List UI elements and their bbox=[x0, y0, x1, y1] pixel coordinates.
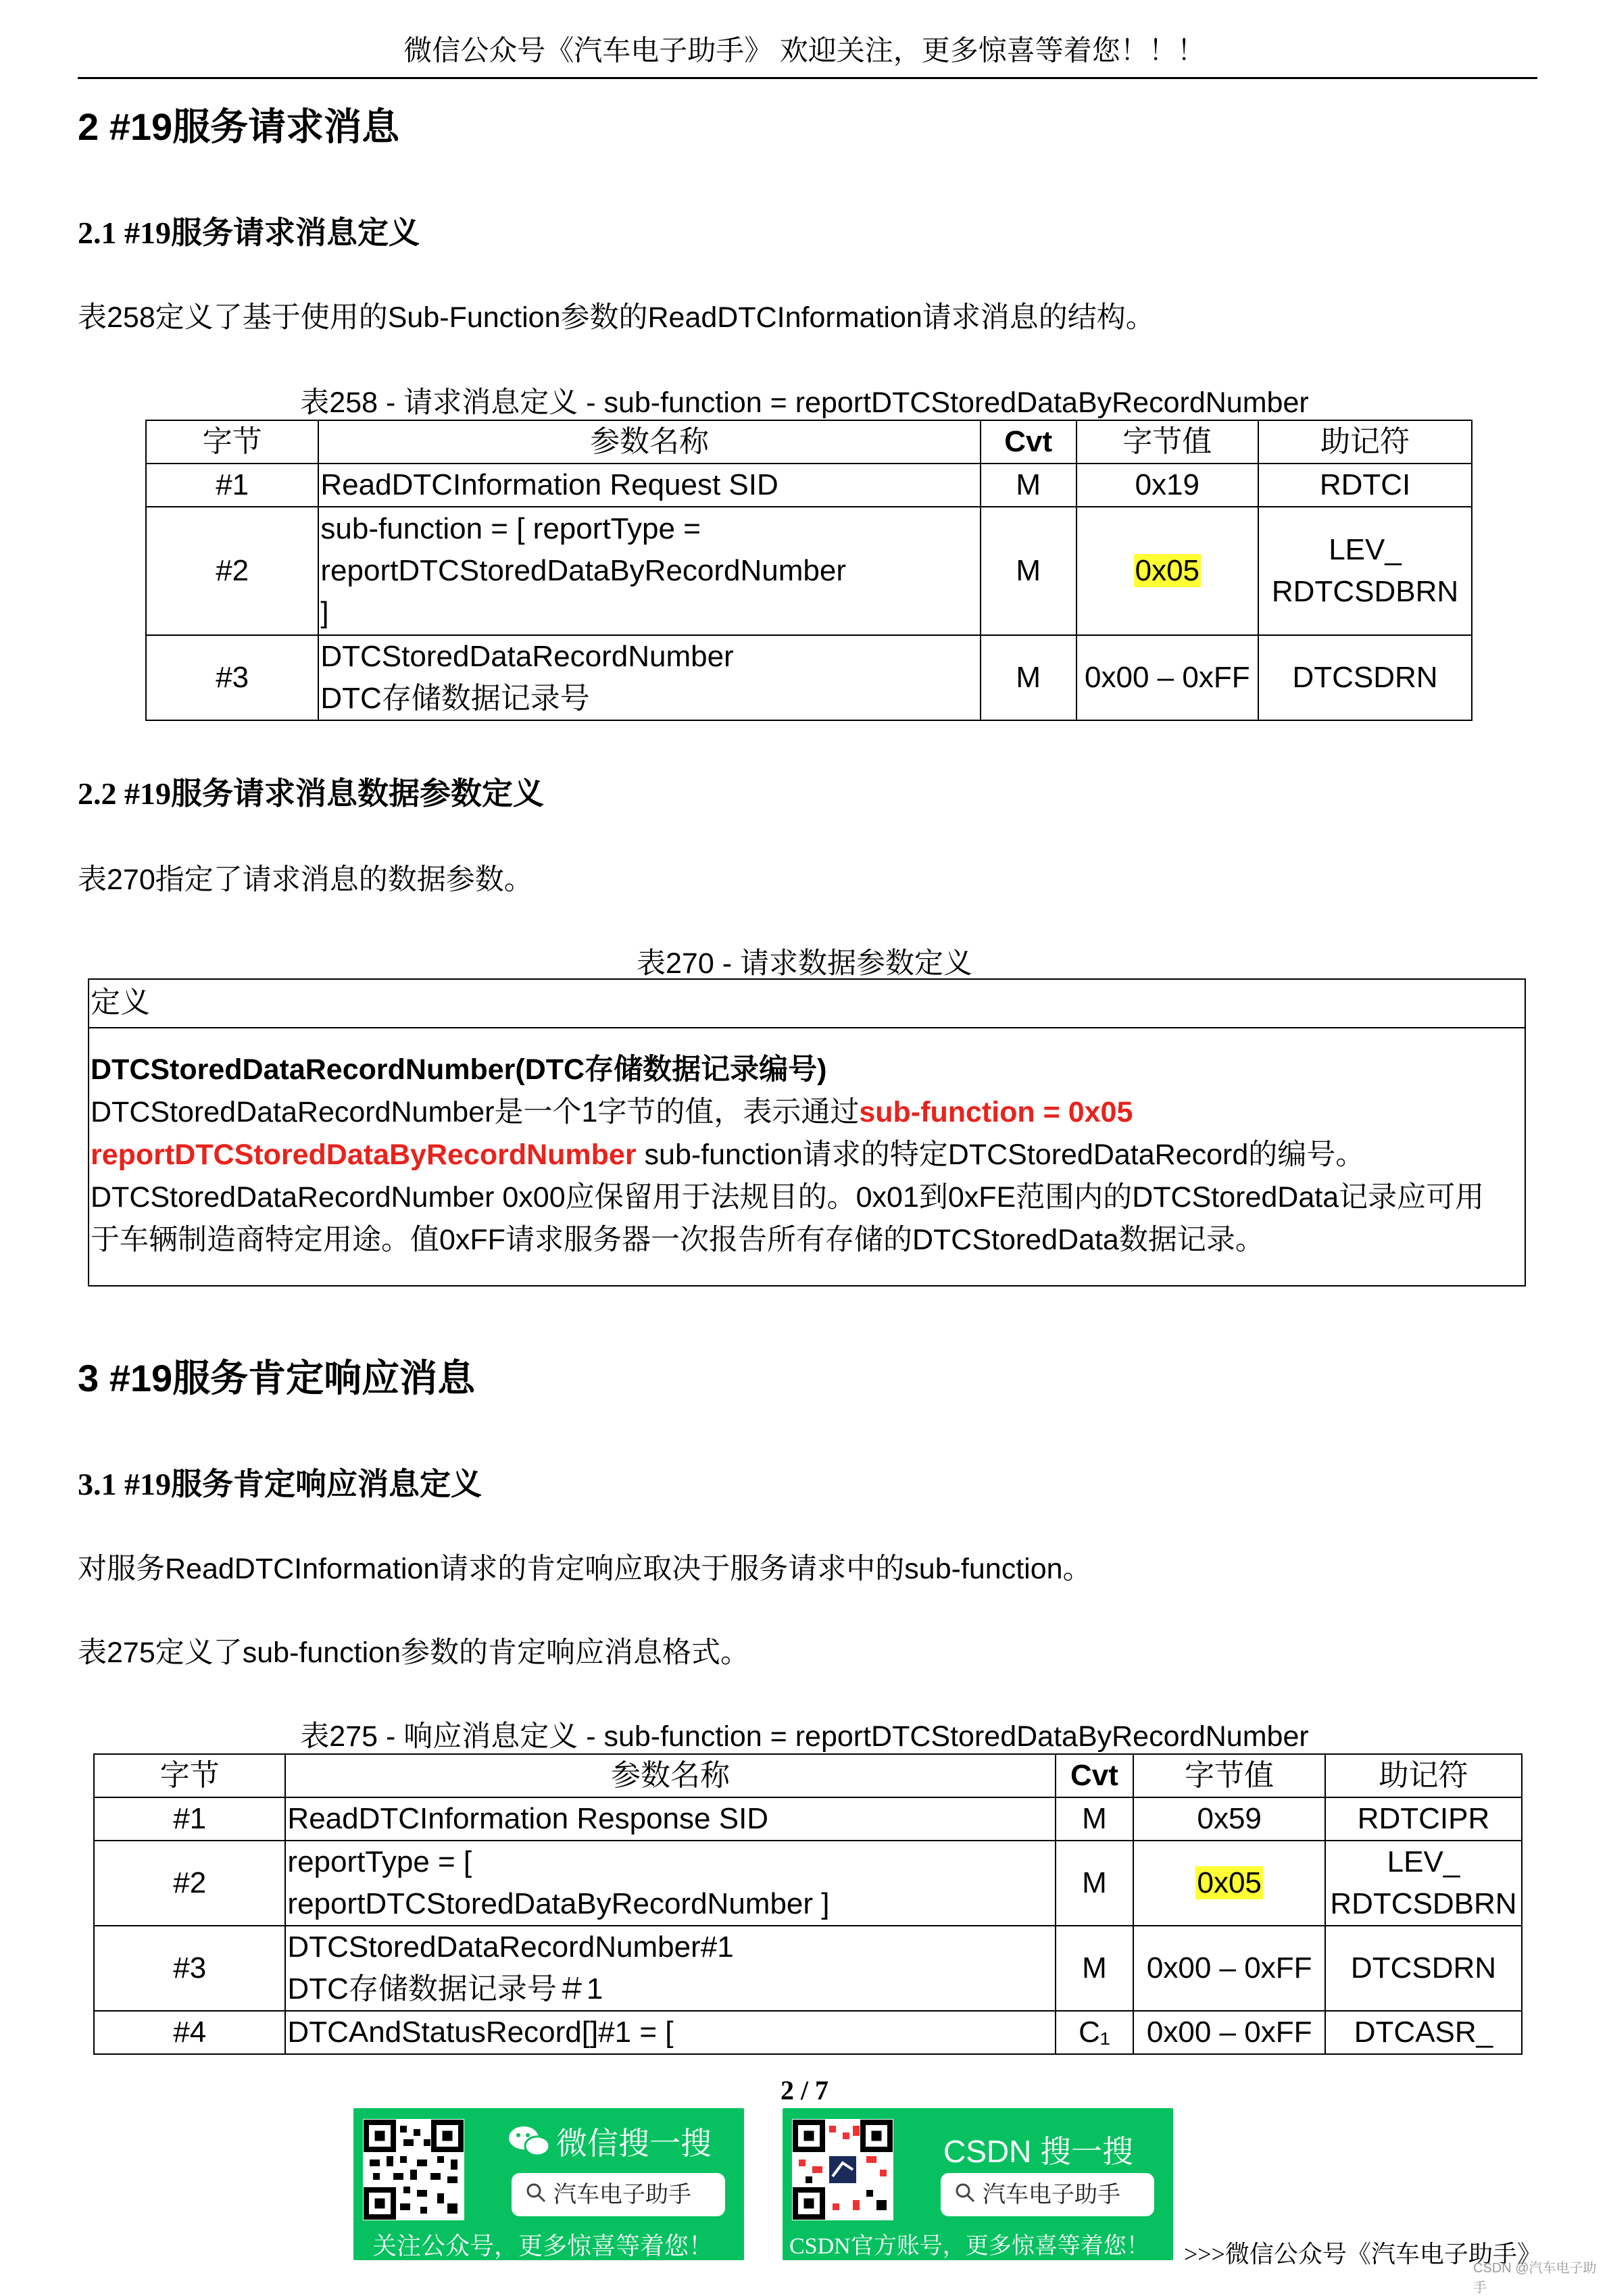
page-header: 微信公众号《汽车电子助手》 欢迎关注，更多惊喜等着您！！！ bbox=[403, 36, 1206, 67]
cell-cvt: M bbox=[981, 464, 1076, 507]
qr-code-icon bbox=[792, 2119, 893, 2220]
definition-text: sub-function请求的特定DTCStoredDataRecord的编号。 bbox=[636, 1139, 1365, 1171]
section-2-2-title: 2.2 #19服务请求消息数据参数定义 bbox=[78, 776, 544, 811]
cell-cvt: M bbox=[1056, 1841, 1134, 1926]
cell-byte: #2 bbox=[146, 507, 318, 635]
cell-name-line: DTC存储数据记录号 bbox=[320, 682, 590, 715]
cell-name bbox=[318, 635, 980, 720]
definition-line bbox=[91, 1091, 1523, 1134]
cell-cvt: M bbox=[1056, 1797, 1134, 1841]
cell-name: ReadDTCInformation Request SID bbox=[318, 464, 980, 507]
qr-code-icon bbox=[363, 2119, 464, 2220]
csdn-search-banner[interactable] bbox=[783, 2108, 1173, 2260]
search-icon bbox=[954, 2174, 976, 2218]
table258-caption: 表258 - 请求消息定义 - sub-function = reportDTCStoredDataByRecordNumber bbox=[300, 386, 1309, 419]
cell-byte: #3 bbox=[146, 635, 318, 720]
cell-value: 0x19 bbox=[1076, 464, 1259, 507]
table-275 bbox=[93, 1753, 1523, 2055]
search-icon bbox=[525, 2174, 547, 2218]
definition-label: 定义 bbox=[89, 980, 1525, 1028]
cell-name-line: reportDTCStoredDataByRecordNumber bbox=[320, 554, 847, 587]
col-header-name: 参数名称 bbox=[318, 420, 980, 464]
definition-red-text: sub-function = 0x05 bbox=[859, 1096, 1133, 1128]
cell-mnemonic-line: LEV_ bbox=[1329, 533, 1402, 566]
cell-byte: #1 bbox=[146, 464, 318, 507]
cell-value: 0x59 bbox=[1133, 1797, 1325, 1841]
col-header-value: 字节值 bbox=[1076, 420, 1259, 464]
wechat-icon bbox=[508, 2124, 551, 2167]
cell-cvt: M bbox=[1056, 1926, 1134, 2011]
wechat-search-banner[interactable] bbox=[353, 2108, 744, 2260]
definition-line: 于车辆制造商特定用途。值0xFF请求服务器一次报告所有存储的DTCStoredData数据记录。 bbox=[91, 1224, 1264, 1256]
definition-red-text: reportDTCStoredDataByRecordNumber bbox=[91, 1139, 637, 1171]
table-row bbox=[94, 1797, 1522, 1841]
col-header-name: 参数名称 bbox=[285, 1754, 1055, 1797]
table-row bbox=[146, 635, 1472, 720]
cell-byte: #2 bbox=[94, 1841, 285, 1926]
cell-mnemonic: DTCASR_ bbox=[1325, 2011, 1522, 2054]
cell-mnemonic: RDTCIPR bbox=[1325, 1797, 1522, 1841]
cell-name-line: DTCStoredDataRecordNumber bbox=[320, 640, 734, 673]
table-258 bbox=[145, 420, 1472, 721]
highlighted-value: 0x05 bbox=[1197, 1866, 1262, 1899]
col-header-byte: 字节 bbox=[146, 420, 318, 464]
cell-name-line: DTCStoredDataRecordNumber#1 bbox=[287, 1930, 734, 1964]
cell-mnemonic bbox=[1258, 507, 1472, 635]
table270-caption: 表270 - 请求数据参数定义 bbox=[637, 947, 972, 980]
section-2-1-para: 表258定义了基于使用的Sub-Function参数的ReadDTCInformation请求消息的结构。 bbox=[78, 301, 1155, 334]
footer-right-text: >>>微信公众号《汽车电子助手》 bbox=[1184, 2241, 1541, 2268]
cell-name bbox=[285, 1841, 1055, 1926]
table-header-row bbox=[94, 1754, 1522, 1797]
table-row bbox=[94, 1926, 1522, 2011]
section-2-1-title: 2.1 #19服务请求消息定义 bbox=[78, 216, 420, 250]
highlighted-value: 0x05 bbox=[1135, 554, 1200, 587]
cell-value: 0x00 – 0xFF bbox=[1133, 1926, 1325, 2011]
page-number: 2 / 7 bbox=[780, 2075, 829, 2105]
cell-name: DTCAndStatusRecord[]#1 = [ bbox=[285, 2011, 1055, 2054]
cell-name-line: DTC存储数据记录号＃1 bbox=[287, 1972, 603, 2005]
cell-name-line: reportDTCStoredDataByRecordNumber ] bbox=[287, 1887, 830, 1920]
wechat-search-input[interactable] bbox=[512, 2173, 725, 2216]
table-row bbox=[94, 2011, 1522, 2054]
cell-value: 0x00 – 0xFF bbox=[1076, 635, 1259, 720]
cell-mnemonic: DTCSDRN bbox=[1258, 635, 1472, 720]
definition-line bbox=[91, 1134, 1523, 1176]
wechat-banner-title bbox=[508, 2119, 712, 2167]
section-3-1-title: 3.1 #19服务肯定响应消息定义 bbox=[78, 1467, 482, 1501]
cell-mnemonic: DTCSDRN bbox=[1325, 1926, 1522, 2011]
cell-mnemonic-line: LEV_ bbox=[1387, 1845, 1460, 1878]
col-header-mnemonic: 助记符 bbox=[1258, 420, 1472, 464]
cell-name-line: reportType = [ bbox=[287, 1845, 472, 1878]
section-2-title: 2 #19服务请求消息 bbox=[78, 105, 400, 148]
cell-byte: #4 bbox=[94, 2011, 285, 2054]
cell-name-line: sub-function = [ reportType = bbox=[320, 512, 701, 545]
definition-text: DTCStoredDataRecordNumber是一个1字节的值，表示通过 bbox=[91, 1096, 860, 1128]
table275-caption: 表275 - 响应消息定义 - sub-function = reportDTCStoredDataByRecordNumber bbox=[300, 1720, 1309, 1753]
definition-body bbox=[89, 1028, 1525, 1262]
cell-mnemonic bbox=[1325, 1841, 1522, 1926]
table-270-definition bbox=[88, 978, 1526, 1287]
csdn-banner-title: CSDN 搜一搜 bbox=[943, 2134, 1134, 2169]
col-header-byte: 字节 bbox=[94, 1754, 285, 1797]
table-row bbox=[94, 1841, 1522, 1926]
csdn-search-text: 汽车电子助手 bbox=[983, 2182, 1120, 2207]
cell-name: ReadDTCInformation Response SID bbox=[285, 1797, 1055, 1841]
cell-mnemonic-line: RDTCSDBRN bbox=[1271, 575, 1459, 608]
section-2-2-para: 表270指定了请求消息的数据参数。 bbox=[78, 864, 533, 896]
watermark: CSDN @汽车电子助手 bbox=[1473, 2261, 1597, 2295]
col-header-value: 字节值 bbox=[1133, 1754, 1325, 1797]
csdn-banner-caption: CSDN官方账号，更多惊喜等着您！ bbox=[789, 2234, 1149, 2259]
definition-term: DTCStoredDataRecordNumber(DTC存储数据记录编号) bbox=[91, 1053, 827, 1086]
cell-byte: #1 bbox=[94, 1797, 285, 1841]
cell-mnemonic-line: RDTCSDBRN bbox=[1330, 1887, 1517, 1920]
section-3-1-para2: 表275定义了sub-function参数的肯定响应消息格式。 bbox=[78, 1637, 749, 1669]
table-row bbox=[146, 464, 1472, 507]
cell-cvt: M bbox=[981, 635, 1076, 720]
wechat-banner-title-text: 微信搜一搜 bbox=[556, 2126, 712, 2161]
cell-value bbox=[1076, 507, 1259, 635]
definition-line: DTCStoredDataRecordNumber 0x00应保留用于法规目的。0x01到0xFE范围内的DTCStoredData记录应可用 bbox=[91, 1181, 1485, 1214]
col-header-cvt: Cvt bbox=[1056, 1754, 1134, 1797]
cell-value bbox=[1133, 1841, 1325, 1926]
cell-cvt: M bbox=[981, 507, 1076, 635]
table-header-row bbox=[146, 420, 1472, 464]
col-header-mnemonic: 助记符 bbox=[1325, 1754, 1522, 1797]
section-3-title: 3 #19服务肯定响应消息 bbox=[78, 1357, 476, 1399]
section-3-1-para1: 对服务ReadDTCInformation请求的肯定响应取决于服务请求中的sub-function。 bbox=[78, 1553, 1092, 1585]
table-row bbox=[146, 507, 1472, 635]
cell-mnemonic: RDTCI bbox=[1258, 464, 1472, 507]
cell-name bbox=[285, 1926, 1055, 2011]
cell-value: 0x00 – 0xFF bbox=[1133, 2011, 1325, 2054]
wechat-search-text: 汽车电子助手 bbox=[553, 2182, 691, 2207]
cell-name bbox=[318, 507, 980, 635]
cell-cvt: C₁ bbox=[1056, 2011, 1134, 2054]
col-header-cvt: Cvt bbox=[981, 420, 1076, 464]
csdn-search-input[interactable] bbox=[941, 2173, 1154, 2216]
cell-byte: #3 bbox=[94, 1926, 285, 2011]
header-rule bbox=[78, 77, 1537, 79]
wechat-banner-caption: 关注公众号，更多惊喜等着您！ bbox=[372, 2232, 714, 2260]
cell-name-line: ] bbox=[320, 596, 329, 629]
